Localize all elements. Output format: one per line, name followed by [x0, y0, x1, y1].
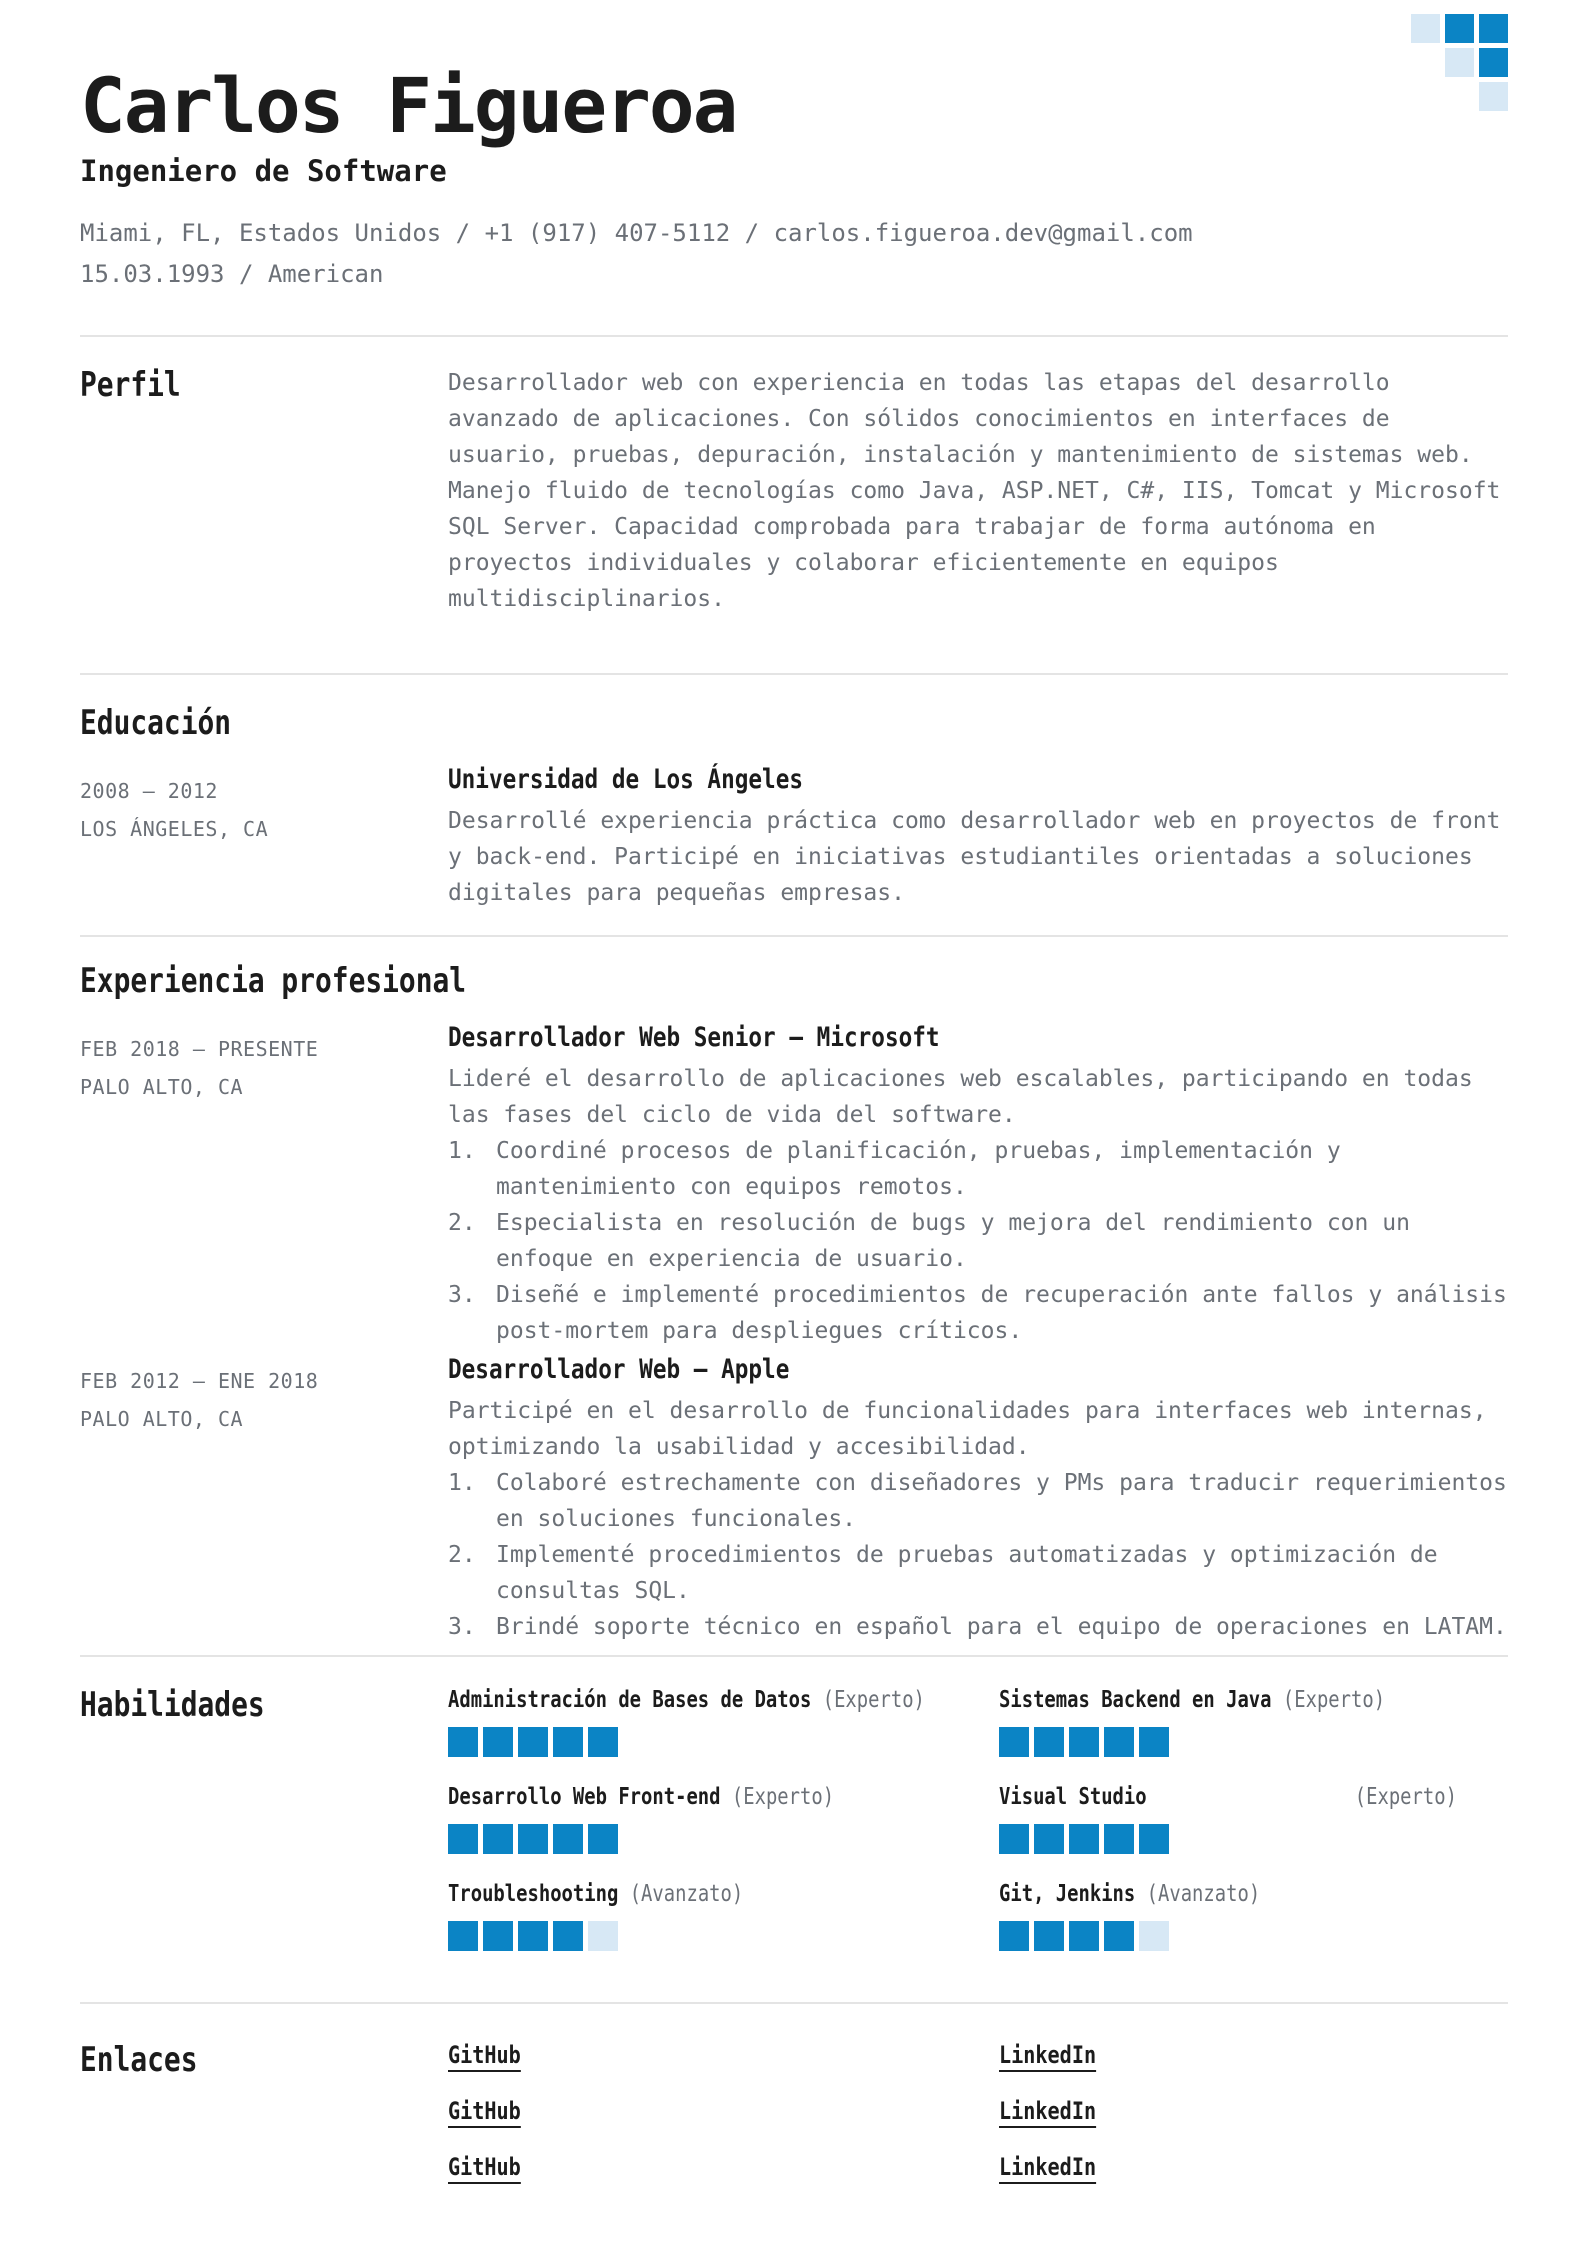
experience-title: Desarrollador Web Senior – Microsoft: [448, 1022, 940, 1053]
experience-dates: FEB 2018 – PRESENTE: [80, 1037, 319, 1061]
skill-bar-segment: [518, 1824, 548, 1854]
skill-bar-segment: [553, 1727, 583, 1757]
experience-dates: FEB 2012 – ENE 2018: [80, 1369, 319, 1393]
skill-bar-segment: [448, 1921, 478, 1951]
github-link[interactable]: GitHub: [448, 2041, 521, 2069]
section-heading-education: Educación: [80, 703, 232, 743]
logo-square: [1479, 14, 1508, 43]
skill-name: Desarrollo Web Front-end: [448, 1784, 721, 1810]
skill-bar-segment: [1104, 1824, 1134, 1854]
logo-square: [1411, 82, 1440, 111]
skill-bar-segment: [1104, 1727, 1134, 1757]
experience-entry: [80, 1353, 1508, 1645]
logo-square: [1445, 14, 1474, 43]
links-grid: [448, 2040, 1508, 2208]
skill-bar-segment: [518, 1921, 548, 1951]
skill-level: (Avanzato): [1146, 1881, 1261, 1907]
skill-bar: [448, 1727, 967, 1757]
skill-bar-segment: [588, 1727, 618, 1757]
skill-bar-segment: [1069, 1921, 1099, 1951]
github-link[interactable]: GitHub: [448, 2097, 521, 2125]
list-item: Especialista en resolución de bugs y mejora del rendimiento con un enfoque en experiencia de usuario.: [496, 1210, 1410, 1272]
person-name: Carlos Figueroa: [80, 61, 737, 150]
skill-bar-segment: [999, 1824, 1029, 1854]
skill-bar-segment: [1104, 1921, 1134, 1951]
logo-square: [1479, 48, 1508, 77]
section-experience: [80, 937, 1508, 1655]
github-link[interactable]: GitHub: [448, 2153, 521, 2181]
skill-name: Sistemas Backend en Java: [999, 1687, 1272, 1713]
profile-text: Desarrollador web con experiencia en todas las etapas del desarrollo avanzado de aplicaciones. Con sólidos conocimientos en interfaces de usuario, pruebas, depuración, instalación y mantenimiento de sistemas web. Manejo fluido de tecnologías como Java, ASP.NET, C#, IIS, Tomcat y Microsoft SQL Server. Capacidad comprobada para trabajar de forma autónoma en proyectos individuales y colaborar eficientemente en equipos multidisciplinarios.: [448, 370, 1501, 612]
experience-intro: Participé en el desarrollo de funcionalidades para interfaces web internas, optimizando la usabilidad y accesibilidad.: [448, 1398, 1487, 1460]
skill-database-administration: [448, 1685, 967, 1757]
logo-square: [1445, 48, 1474, 77]
skill-level: (Experto): [822, 1687, 925, 1713]
skill-bar-segment: [483, 1921, 513, 1951]
skill-name: Git, Jenkins: [999, 1881, 1136, 1907]
linkedin-link[interactable]: LinkedIn: [999, 2041, 1097, 2069]
experience-title: Desarrollador Web – Apple: [448, 1354, 790, 1385]
skill-bar-segment: [999, 1727, 1029, 1757]
skill-frontend-web: [448, 1782, 967, 1854]
skill-bar-segment: [1139, 1727, 1169, 1757]
skill-bar: [448, 1921, 967, 1951]
skill-name: Visual Studio: [999, 1784, 1147, 1810]
experience-location: PALO ALTO, CA: [80, 1407, 244, 1431]
skill-java-backend: [999, 1685, 1508, 1757]
section-heading-skills: Habilidades: [80, 1685, 265, 1725]
skill-name: Troubleshooting: [448, 1881, 619, 1907]
experience-intro: Lideré el desarrollo de aplicaciones web escalables, participando en todas las fases del ciclo de vida del software.: [448, 1066, 1473, 1128]
education-dates: 2008 – 2012: [80, 779, 218, 803]
list-item: Colaboré estrechamente con diseñadores y PMs para traducir requerimientos en soluciones funcionales.: [496, 1470, 1507, 1532]
skill-troubleshooting: [448, 1879, 967, 1951]
resume-header: [80, 0, 1508, 295]
skill-bar-segment: [1069, 1727, 1099, 1757]
skill-bar-segment: [1069, 1824, 1099, 1854]
contact-block: [80, 213, 1508, 295]
skill-level: (Experto): [1282, 1687, 1386, 1713]
skill-git-jenkins: [999, 1879, 1508, 1951]
skill-level: (Experto): [1354, 1784, 1457, 1810]
skill-bar-segment: [1139, 1921, 1169, 1951]
section-heading-profile: Perfil: [80, 365, 181, 405]
section-heading-links: Enlaces: [80, 2040, 198, 2080]
education-description: Desarrollé experiencia práctica como desarrollador web en proyectos de front y back-end. Participé en iniciativas estudiantiles orientadas a soluciones digitales para pequeñas empresas.: [448, 808, 1501, 906]
skill-level: (Avanzato): [629, 1881, 744, 1907]
list-item: Coordiné procesos de planificación, pruebas, implementación y mantenimiento con equipos remotos.: [496, 1138, 1341, 1200]
skill-bar-segment: [553, 1824, 583, 1854]
experience-location: PALO ALTO, CA: [80, 1075, 244, 1099]
logo-square: [1411, 14, 1440, 43]
skill-bar-segment: [588, 1921, 618, 1951]
section-education: [80, 675, 1508, 935]
skill-bar-segment: [448, 1824, 478, 1854]
skill-bar-segment: [553, 1921, 583, 1951]
experience-achievements: [448, 1133, 1508, 1349]
logo-square: [1479, 82, 1508, 111]
skill-bar: [448, 1824, 967, 1854]
skill-bar-segment: [518, 1727, 548, 1757]
education-entry: [80, 763, 1508, 911]
logo-square: [1445, 82, 1474, 111]
skills-grid: [448, 1685, 1508, 1976]
list-item: Brindé soporte técnico en español para el equipo de operaciones en LATAM.: [496, 1614, 1507, 1640]
section-skills: [80, 1657, 1508, 2002]
experience-entry: [80, 1021, 1508, 1349]
logo-square: [1411, 48, 1440, 77]
skill-bar-segment: [1034, 1824, 1064, 1854]
skill-bar: [999, 1824, 1508, 1854]
contact-line-2: 15.03.1993 / American: [80, 260, 384, 288]
skill-bar-segment: [588, 1824, 618, 1854]
person-job-title: Ingeniero de Software: [80, 154, 447, 188]
skill-visual-studio: [999, 1782, 1508, 1854]
contact-line-1: Miami, FL, Estados Unidos / +1 (917) 407-5112 / carlos.figueroa.dev@gmail.com: [80, 219, 1193, 247]
experience-achievements: [448, 1465, 1508, 1645]
section-links: [80, 2004, 1508, 2244]
skill-bar: [999, 1921, 1508, 1951]
skill-bar-segment: [1034, 1921, 1064, 1951]
list-item: Implementé procedimientos de pruebas automatizadas y optimización de consultas SQL.: [496, 1542, 1438, 1604]
skill-bar-segment: [483, 1727, 513, 1757]
skill-bar-segment: [1034, 1727, 1064, 1757]
skill-bar-segment: [1139, 1824, 1169, 1854]
section-profile: [80, 337, 1508, 673]
skill-bar-segment: [999, 1921, 1029, 1951]
linkedin-link[interactable]: LinkedIn: [999, 2097, 1097, 2125]
education-location: LOS ÁNGELES, CA: [80, 817, 269, 841]
skill-level: (Experto): [731, 1784, 835, 1810]
skill-bar-segment: [483, 1824, 513, 1854]
skill-name: Administración de Bases de Datos: [448, 1687, 812, 1713]
list-item: Diseñé e implementé procedimientos de recuperación ante fallos y análisis post-mortem para despliegues críticos.: [496, 1282, 1507, 1344]
linkedin-link[interactable]: LinkedIn: [999, 2153, 1097, 2181]
education-title: Universidad de Los Ángeles: [448, 764, 804, 795]
brand-squares-logo: [1411, 14, 1508, 111]
skill-bar: [999, 1727, 1508, 1757]
section-heading-experience: Experiencia profesional: [80, 961, 467, 1001]
skill-bar-segment: [448, 1727, 478, 1757]
